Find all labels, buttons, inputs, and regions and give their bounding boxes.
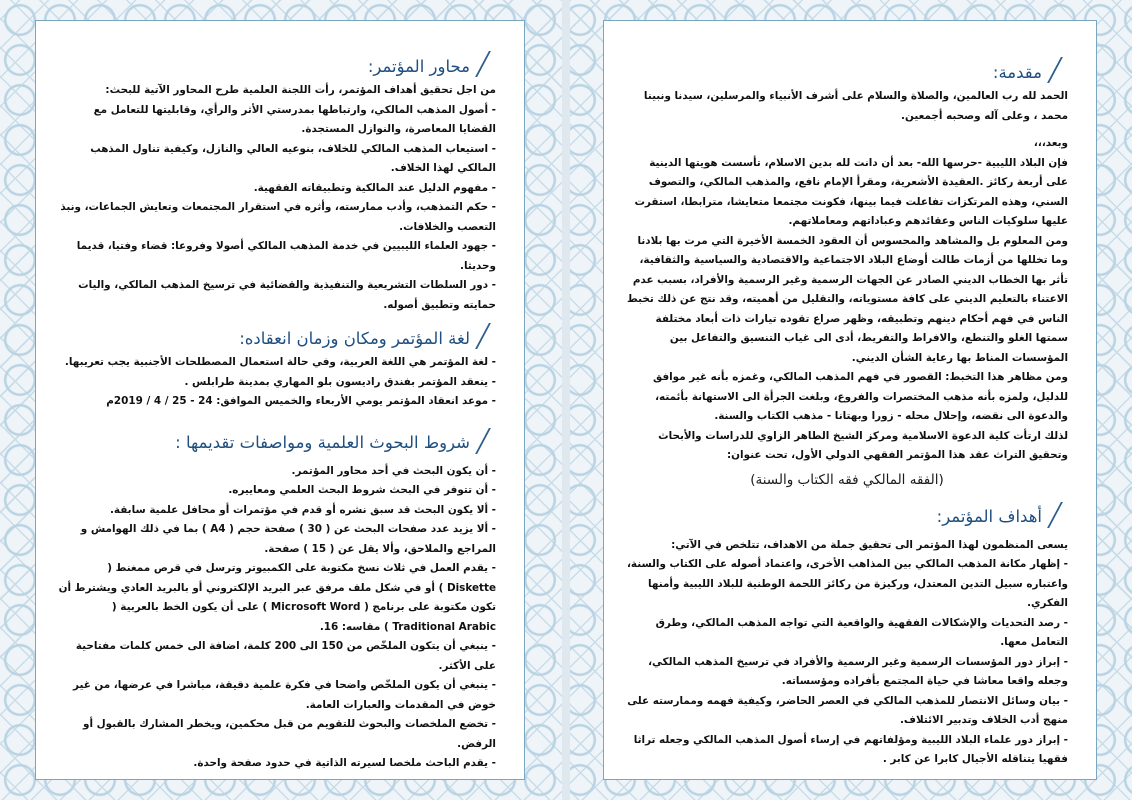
conditions-item: - ألا يزيد عدد صفحات البحث عن ( 30 ) صفحة حجم ( A4 ) بما في ذلك الهوامش و المراجع والملاحق، وألا يقل عن ( 15 ) صفحة. <box>80 523 496 555</box>
axes-item: - دور السلطات التشريعية والتنفيذية والقضائية في ترسيخ المذهب المالكي، واليات حمايته وتطبيق أصوله. <box>78 279 496 311</box>
heading-slash-icon <box>475 428 503 454</box>
language-heading <box>58 323 496 349</box>
heading-slash-icon <box>475 51 503 77</box>
intro-paragraph: الحمد لله رب العالمين، والصلاة والسلام على أشرف الأنبياء والمرسلين، سيدنا ونبينا محمد ، وعلى آله وصحبه أجمعين. <box>643 90 1068 122</box>
intro-heading <box>626 57 1068 83</box>
heading-slash-icon <box>1047 502 1075 528</box>
conditions-item: - أن تتوفر في البحث شروط البحث العلمي ومعاييره. <box>228 484 496 496</box>
language-item: - موعد انعقاد المؤتمر يومي الأربعاء والخميس الموافق: 24 - 25 / 4 / 2019م <box>106 395 496 407</box>
axes-heading-text: محاور المؤتمر: <box>367 56 470 76</box>
axes-intro: من اجل تحقيق أهداف المؤتمر، رأت اللجنة العلمية طرح المحاور الآتية للبحث: <box>105 84 496 96</box>
axes-item: - استيعاب المذهب المالكي للخلاف، بنوعيه العالي والنازل، وكيفية تناول المذهب المالكي لهذا الخلاف. <box>90 142 496 174</box>
language-item: - ينعقد المؤتمر بفندق راديسون بلو المهاري بمدينة طرابلس . <box>184 375 496 388</box>
conditions-item: - يقدم العمل في ثلاث نسخ مكتوبة على الكمبيوتر وترسل في قرص ممغنط ( Diskette ) أو في شكل ملف مرفق عبر البريد الإلكتروني أو بالبريد العادي ويشترط أن تكون مكتوبة على برنامج ( Microsoft Word ) على أن يكون الخط بالعربية ( Traditional Arabic ) مقاسه: 16. <box>58 562 496 633</box>
goals-intro: يسعى المنظمون لهذا المؤتمر الى تحقيق جملة من الاهداف، تتلخص في الآتي: <box>671 538 1068 551</box>
right-page <box>603 20 1097 780</box>
heading-slash-icon <box>1047 57 1075 83</box>
conditions-item: - أن يكون البحث في أحد محاور المؤتمر. <box>291 464 496 477</box>
left-page <box>35 20 525 780</box>
goals-heading <box>626 502 1068 528</box>
conditions-item: - ينبغي أن يكون الملخّص واضحا في فكرة علمية دقيقة، مباشرا في عرضها، من غير خوض في المقدمات والعبارات العامة. <box>72 679 496 711</box>
axes-item: - مفهوم الدليل عند المالكية وتطبيقاته الفقهية. <box>253 181 496 194</box>
intro-paragraph: ومن مظاهر هذا التخبط: القصور في فهم المذهب المالكي، وغمزه بأنه غير موافق للدليل، ولمزه بأنه مذهب المختصرات والفروع، وبلغت الجرأة الى الاستهانة بأئمته، والدعوة الى نقضه، وإحلال محله - زورا وبهتانا - مذهب الكتاب والسنة. <box>652 371 1068 422</box>
conditions-item: - ينبغي أن يتكون الملخّص من 150 الى 200 كلمة، اضافة الى خمس كلمات مفتاحية على الأكثر. <box>75 640 496 672</box>
conditions-item: - تخضع الملخصات والبحوث للتقويم من قبل محكمين، ويخطر المشارك بالقبول أو الرفض. <box>83 718 496 750</box>
axes-heading <box>58 51 496 77</box>
page-fold <box>562 0 570 800</box>
conditions-item: - يقدم الباحث ملخصا لسيرته الذاتية في حدود صفحة واحدة. <box>193 757 496 769</box>
conditions-heading <box>58 428 496 454</box>
goals-item: - بيان وسائل الانتصار للمذهب المالكي في العصر الحاضر، وكيفية فهمه وممارسته على منهج أدب الخلاف وتدبير الائتلاف. <box>627 694 1068 726</box>
goals-item: - إبراز دور المؤسسات الرسمية وغير الرسمية والأفراد في ترسيخ المذهب المالكي، وجعله واقعا معاشا في حياة المجتمع بأفراده ومؤسساته. <box>648 655 1068 687</box>
goals-item: - إبراز دور علماء البلاد الليبية ومؤلفاتهم في إرساء أصول المذهب المالكي وجعله تراثا فقهيا يتناقله الأجيال كابرا عن كابر . <box>633 733 1068 765</box>
conference-title: (الفقه المالكي فقه الكتاب والسنة) <box>750 471 944 488</box>
intro-paragraph: فإن البلاد الليبية -حرسها الله- بعد أن دانت لله بدين الاسلام، تأسست هويتها الدينية على أربعة ركائز .العقيدة الأشعرية، ومقرأ الإمام نافع، والمذهب المالكي، والتصوف السني، وهذه المرتكزات تفاعلت فيما بينها، فكونت مجتمعا متعايشا، مترابطا، استقرت عليها سلوكيات الناس وعقائدهم وعباداتهم ومعاملاتهم. <box>634 156 1068 227</box>
axes-item: - جهود العلماء الليبيين في خدمة المذهب المالكي أصولا وفروعا: قضاء وفتيا، قديما وحديثا. <box>76 240 496 272</box>
conditions-item: - ألا يكون البحث قد سبق نشره أو قدم في مؤتمرات أو محافل علمية سابقة. <box>109 503 496 516</box>
heading-slash-icon <box>475 323 503 349</box>
goals-heading-text: أهداف المؤتمر: <box>936 507 1042 527</box>
intro-heading-text: مقدمة: <box>992 62 1042 82</box>
goals-item: - رصد التحديات والإشكالات الفقهية والواقعية التي تواجه المذهب المالكي، وطرق التعامل معها. <box>655 616 1068 648</box>
intro-paragraph: ومن المعلوم بل والمشاهد والمحسوس أن العقود الخمسة الأخيرة التي مرت بها بلادنا وما تخللها من أزمات طالت أوضاع البلاد الاجتماعية والاقتصادية والسياسية والثقافية، تأثر بها الخطاب الديني الصادر عن الجهات الرسمية وغير الرسمية والأفراد، بسبب عدم الاعتناء بالتعليم الديني على كافة مستوياته، والتقليل من أهميته، وقد نتج عن ذلك تخبط الناس في فهم أحكام دينهم وتطبيقه، وظهر صراع تقوده تيارات ذات أبعاد مختلفة سمتها الغلو والتنطع، والافراط والتفريط، أدى الى غياب التنسيق والتفاعل بين المؤسسات المناط بها رعاية الشأن الديني. <box>627 234 1068 364</box>
goals-item: - إظهار مكانة المذهب المالكي بين المذاهب الأخرى، واعتماد أصوله على الكتاب والسنة، واعتباره سبيل التدين المعتدل، وركيزة من ركائز اللحمة الوطنية للبلاد الليبية وأمنها الفكري. <box>626 558 1068 609</box>
axes-item: - أصول المذهب المالكي، وارتباطها بمدرستي الأثر والرأي، وقابليتها للتعامل مع القضايا المعاصرة، والنوازل المستجدة. <box>93 103 496 135</box>
axes-item: - حكم التمذهب، وأدب ممارسته، وأثره في استقرار المجتمعات وتعايش الجماعات، ونبذ التعصب والخلافات. <box>60 201 496 233</box>
language-item: - لغة المؤتمر هي اللغة العربية، وفي حالة استعمال المصطلحات الأجنبية يجب تعريبها. <box>64 356 496 368</box>
language-heading-text: لغة المؤتمر ومكان وزمان انعقاده: <box>239 328 470 348</box>
intro-paragraph: لذلك ارتأت كلية الدعوة الاسلامية ومركز الشيخ الطاهر الزاوي للدراسات والأبحاث وتحقيق التراث عقد هذا المؤتمر الفقهي الدولي الأول، تحت عنوان: <box>658 429 1068 461</box>
conditions-heading-text: شروط البحوث العلمية ومواصفات تقديمها : <box>175 433 470 453</box>
intro-paragraph: وبعد،،، <box>1033 137 1068 149</box>
